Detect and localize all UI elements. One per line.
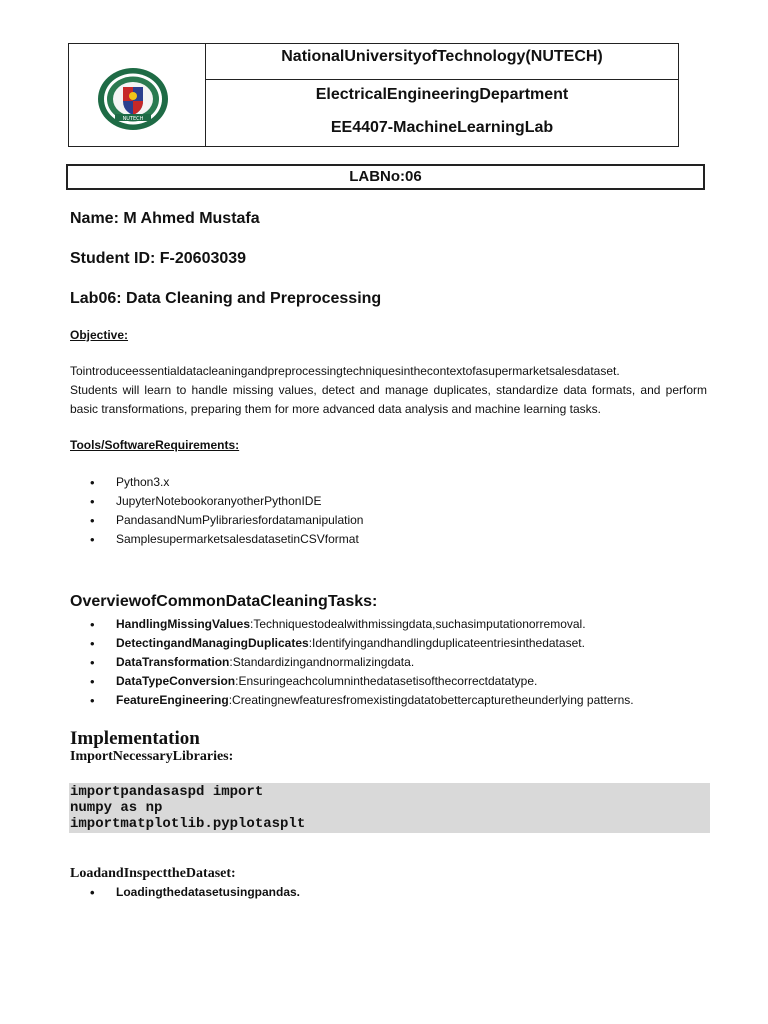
tools-heading: Tools/SoftwareRequirements: [70, 438, 240, 452]
task-desc: :Techniquestodealwithmissingdata,suchasimputationorremoval. [250, 617, 586, 631]
list-item: • Loadingthedatasetusingpandas. [70, 883, 300, 902]
lab-title: Lab06: Data Cleaning and Preprocessing [70, 290, 382, 307]
list-item: • JupyterNotebookoranyotherPythonIDE [70, 492, 363, 511]
code-block [69, 783, 710, 833]
logo-cell [69, 44, 206, 146]
tools-list [70, 473, 363, 549]
student-id: Student ID: F-20603039 [70, 250, 247, 267]
load-list [70, 883, 300, 902]
lab-number-box: LABNo:06 [66, 164, 705, 190]
task-desc: :Identifyingandhandlingduplicateentriesinthedataset. [308, 636, 585, 650]
tasks-list [70, 615, 634, 710]
task-desc: :Ensuringeachcolumninthedatasetisofthecorrectdatatype. [235, 674, 538, 688]
list-item [70, 691, 634, 710]
svg-text:NUTECH: NUTECH [122, 116, 144, 122]
list-item: • Python3.x [70, 473, 363, 492]
objective-paragraph: Students will learn to handle missing values, detect and manage duplicates, standardize data formats, and perform basic transformations, preparing them for more advanced data analysis and machine learning tasks. [70, 383, 707, 416]
overview-heading: OverviewofCommonDataCleaningTasks: [70, 593, 378, 610]
student-name: Name: M Ahmed Mustafa [70, 210, 260, 227]
objective-line: Tointroduceessentialdatacleaningandpreprocessingtechniquesinthecontextofasupermarketsalesdataset. [70, 364, 620, 378]
task-term: DetectingandManagingDuplicates [116, 636, 309, 650]
code-line: importpandasaspd import [70, 784, 264, 800]
load-inspect-heading: LoadandInspecttheDataset: [70, 866, 236, 881]
import-libraries-heading: ImportNecessaryLibraries: [70, 749, 234, 764]
list-item [70, 672, 634, 691]
task-term: FeatureEngineering [116, 693, 229, 707]
university-logo [97, 67, 169, 131]
university-name: NationalUniversityofTechnology(NUTECH) [206, 44, 678, 80]
task-term: DataTransformation [116, 655, 230, 669]
code-line: importmatplotlib.pyplotasplt [70, 816, 306, 832]
list-item [70, 653, 634, 672]
task-desc: :Creatingnewfeaturesfromexistingdatatobettercapturetheunderlying patterns. [228, 693, 634, 707]
task-term: HandlingMissingValues [116, 617, 251, 631]
list-item [70, 615, 634, 634]
header-table [68, 43, 679, 147]
code-line: numpy as np [70, 800, 163, 816]
implementation-heading: Implementation [70, 728, 200, 749]
objective-heading: Objective: [70, 328, 129, 342]
list-item [70, 634, 634, 653]
list-item: • SamplesupermarketsalesdatasetinCSVformat [70, 530, 363, 549]
list-item: • PandasandNumPylibrariesfordatamanipulation [70, 511, 363, 530]
task-term: DataTypeConversion [116, 674, 236, 688]
department-name: ElectricalEngineeringDepartment [315, 86, 569, 103]
task-desc: :Standardizingandnormalizingdata. [229, 655, 415, 669]
course-name: EE4407-MachineLearningLab [330, 119, 554, 136]
